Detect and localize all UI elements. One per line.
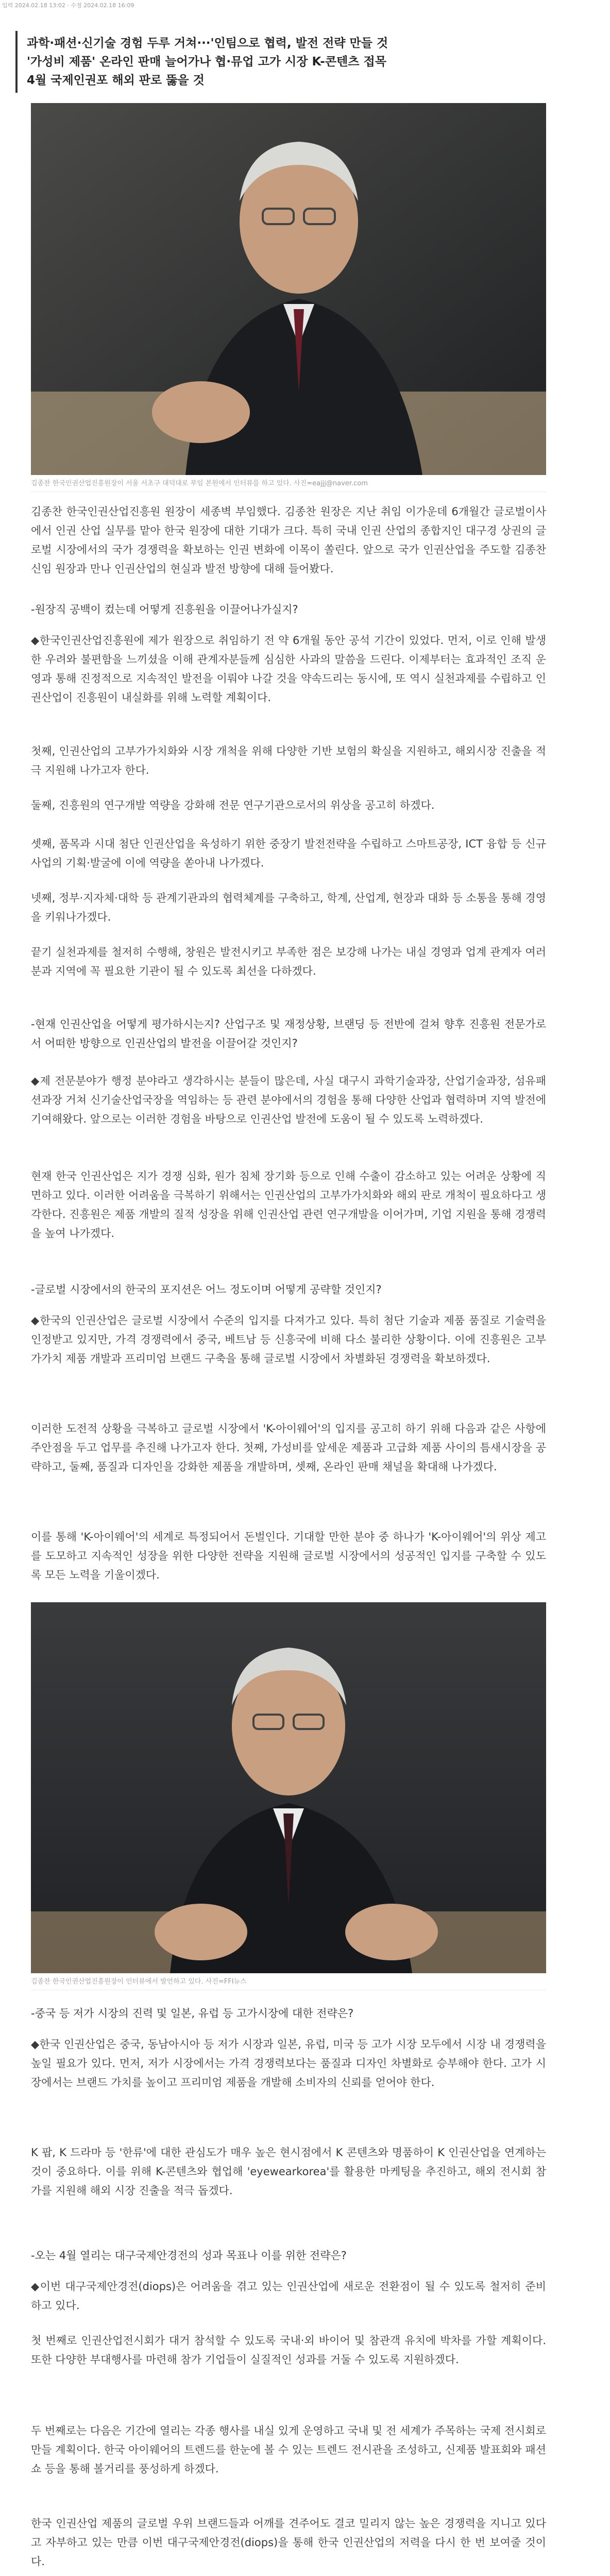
answer-paragraph: 이를 통해 'K-아이웨어'의 세계로 특정되어서 돈벌인다. 기대할 만한 분야 중 하나가 'K-아이웨어'의 위상 제고를 도모하고 지속적인 성장을 위한 다양한 전략을 지원해 글로벌 시장에서의 성공적인 입지를 구축할 수 있도록 모든 노력을 기울이겠다.: [31, 1531, 546, 1581]
answer-paragraph: ◆한국 인권산업은 중국, 동남아시아 등 저가 시장과 일본, 유럽, 미국 등 고가 시장 모두에서 시장 내 경쟁력을 높일 필요가 있다. 먼저, 저가 시장에서는 가격 경쟁력보다는 품질과 디자인 차별화로 승부해야 한다. 고가 시장에서는 브랜드 가치를 높이고 프리미엄 제품을 개발해 소비자의 신뢰를 얻어야 한다.: [31, 2038, 546, 2089]
answer-paragraph: ◆이번 대구국제안경전(diops)은 어려움을 겪고 있는 인권산업에 새로운 전환점이 될 수 있도록 철저히 준비하고 있다.: [31, 2280, 546, 2312]
answer-paragraph: 한국 인권산업 제품의 글로벌 우위 브랜드들과 어깨를 견주어도 결코 밀리지 않는 높은 경쟁력을 지니고 있다고 자부하고 있는 만큼 이번 대구국제안경전(diops)을 통해 한국 인권산업의 저력을 다시 한 번 보여줄 것이다.: [31, 2517, 546, 2568]
question: -오는 4월 열리는 대구국제안경전의 성과 목표나 이를 위한 전략은?: [31, 2249, 347, 2262]
answer-paragraph: 이러한 도전적 상황을 극복하고 글로벌 시장에서 'K-아이웨어'의 입지를 공고히 하기 위해 다음과 같은 사항에 주안점을 두고 업무를 추진해 나가고자 한다. 첫째, 가성비를 앞세운 제품과 고급화 제품 사이의 틈새시장을 공략하고, 둘째, 품질과 디자인을 강화한 제품을 개발하며, 셋째, 온라인 판매 채널을 확대해 나가겠다.: [31, 1422, 546, 1473]
answer-paragraph: 둘째, 진흥원의 연구개발 역량을 강화해 전문 연구기관으로서의 위상을 공고히 하겠다.: [31, 799, 435, 811]
article-summary: [15, 31, 563, 93]
answer-paragraph: 끝기 실천과제를 철저히 수행해, 창원은 발전시키고 부족한 점은 보강해 나가는 내실 경영과 업계 관계자 여러분과 지역에 꼭 필요한 기관이 될 수 있도록 최선을 다하겠다.: [31, 946, 546, 977]
answer-paragraph: 첫째, 인권산업의 고부가가치화와 시장 개척을 위해 다양한 기반 보험의 확실을 지원하고, 해외시장 진출을 적극 지원해 나가고자 한다.: [31, 745, 546, 776]
interview-photo-2: [31, 1602, 546, 1973]
question: -원장직 공백이 컸는데 어떻게 진흥원을 이끌어나가실지?: [31, 603, 298, 616]
interview-photo-1: [31, 103, 546, 475]
answer-paragraph: 첫 번째로 인권산업전시회가 대거 참석할 수 있도록 국내·외 바이어 및 참관객 유치에 박차를 가할 계획이다. 또한 다양한 부대행사를 마련해 참가 기업들이 실질적인 성과를 거둘 수 있도록 지원하겠다.: [31, 2334, 546, 2366]
answer-paragraph: 두 번째로는 다음은 기간에 열리는 각종 행사를 내실 있게 운영하고 국내 및 전 세계가 주목하는 국제 전시회로 만들 계획이다. 한국 아이웨어의 트렌드를 한눈에 볼 수 있는 트렌드 전시관을 조성하고, 신제품 발표회와 패션쇼 등을 통해 볼거리를 풍성하게 하겠다.: [31, 2425, 546, 2475]
summary-line: 4월 국제인권포 해외 판로 뚫을 것: [27, 74, 205, 87]
question: -현재 인권산업을 어떻게 평가하시는지? 산업구조 및 재정상황, 브랜딩 등 전반에 걸쳐 향후 진흥원 전문가로서 어떠한 방향으로 인권산업의 발전을 이끌어갈 것인지?: [31, 1018, 546, 1049]
summary-line: '가성비 제품' 온라인 판매 늘어가나 협·뮤업 고가 시장 K-콘텐츠 접목: [27, 55, 386, 69]
answer-paragraph: 넷째, 정부·지자체·대학 등 관계기관과의 협력체계를 구축하고, 학계, 산업계, 현장과 대화 등 소통을 통해 경영을 키워나가겠다.: [31, 892, 546, 923]
answer-paragraph: 현재 한국 인권산업은 지가 경쟁 심화, 원가 침체 장기화 등으로 인해 수출이 감소하고 있는 어려운 상황에 직면하고 있다. 이러한 어려움을 극복하기 위해서는 인권산업의 고부가가치화와 해외 판로 개척이 필요하다고 생각한다. 진흥원은 제품 개발의 질적 성장을 위해 인권산업 관련 연구개발을 이어가며, 기업 지원을 통해 경쟁력을 높여 나가겠다.: [31, 1170, 546, 1240]
article-date: 입력 2024.02.18 13:02 · 수정 2024.02.18 16:09: [2, 2, 134, 9]
summary-line: 과학·패션·신기술 경험 두루 거쳐···'인팀으로 협력, 발전 전략 만들 것: [27, 37, 388, 50]
answer-paragraph: ◆한국의 인권산업은 글로벌 시장에서 수준의 입지를 다져가고 있다. 특히 첨단 기술과 제품 품질로 기술력을 인정받고 있지만, 가격 경쟁력에서 중국, 베트남 등 신흥국에 비해 다소 불리한 상황이다. 이에 진흥원은 고부가가치 제품 개발과 프리미엄 브랜드 구축을 통해 글로벌 시장에서 차별화된 경쟁력을 확보하겠다.: [31, 1314, 546, 1365]
question: -글로벌 시장에서의 한국의 포지션은 어느 정도이며 어떻게 공략할 것인지?: [31, 1283, 382, 1296]
paragraph-intro: 김종찬 한국인권산업진흥원 원장이 세종벽 부임했다. 김종찬 원장은 지난 취임 이가운데 6개월간 글로벌이사에서 인권 산업 실무를 맡아 한국 원장에 대한 기대가 크다. 특히 국내 인권 산업의 종합지인 대구경 상권의 글로벌 시장에서의 국가 경쟁력을 확보하는 인권 변화에 이목이 쏠린다. 앞으로 국가 인권산업을 주도할 김종찬 신임 원장과 만나 인권산업의 현실과 발전 방향에 대해 들어봤다.: [31, 505, 546, 575]
photo-2-caption: 김종찬 한국인권산업진흥원장이 인터뷰에서 발언하고 있다. 사진=FFI뉴스: [31, 1977, 546, 1990]
photo-1-caption: 김종찬 한국인권산업진흥원장이 서울 서초구 대덕대로 부임 본원에서 인터뷰를 하고 있다. 사진=eajjj@naver.com: [31, 479, 546, 492]
answer-paragraph: ◆제 전문분야가 행정 분야라고 생각하시는 분들이 많은데, 사실 대구시 과학기술과장, 산업기술과장, 섬유패션과장 거쳐 신기술산업국장을 역임하는 등 관련 분야에서의 경험을 통해 다양한 산업과 협력하며 지역 발전에 기여해왔다. 앞으로는 이러한 경험을 바탕으로 인권산업 발전에 도움이 될 수 있도록 노력하겠다.: [31, 1075, 546, 1125]
answer-paragraph: 셋째, 품목과 시대 첨단 인권산업을 육성하기 위한 중장기 발전전략을 수립하고 스마트공장, ICT 융합 등 신규 사업의 기획·발굴에 이에 역량을 쏟아내 나가겠다.: [31, 838, 546, 869]
question: -중국 등 저가 시장의 진력 및 일본, 유럽 등 고가시장에 대한 전략은?: [31, 2007, 354, 2020]
answer-paragraph: ◆한국인권산업진흥원에 제가 원장으로 취임하기 전 약 6개월 동안 공석 기간이 있었다. 먼저, 이로 인해 발생한 우려와 불편함을 느끼셨을 이해 관계자분들께 심심한 사과의 말씀을 드린다. 이제부터는 효과적인 조직 운영과 통해 진정적으로 지속적인 발전을 이뤄야 나갈 것을 약속드리는 동시에, 또 역시 실천과제를 수립하고 인권산업이 진흥원이 내실화를 위해 노력할 계획이다.: [31, 634, 546, 704]
answer-paragraph: K 팝, K 드라마 등 '한류'에 대한 관심도가 매우 높은 현시점에서 K 콘텐츠와 명품하이 K 인권산업을 연계하는 것이 중요하다. 이를 위해 K-콘텐츠와 협업해 'eyewearkorea'를 활용한 마케팅을 추진하고, 해외 전시회 참가를 지원해 해외 시장 진출을 적극 돕겠다.: [31, 2146, 546, 2197]
